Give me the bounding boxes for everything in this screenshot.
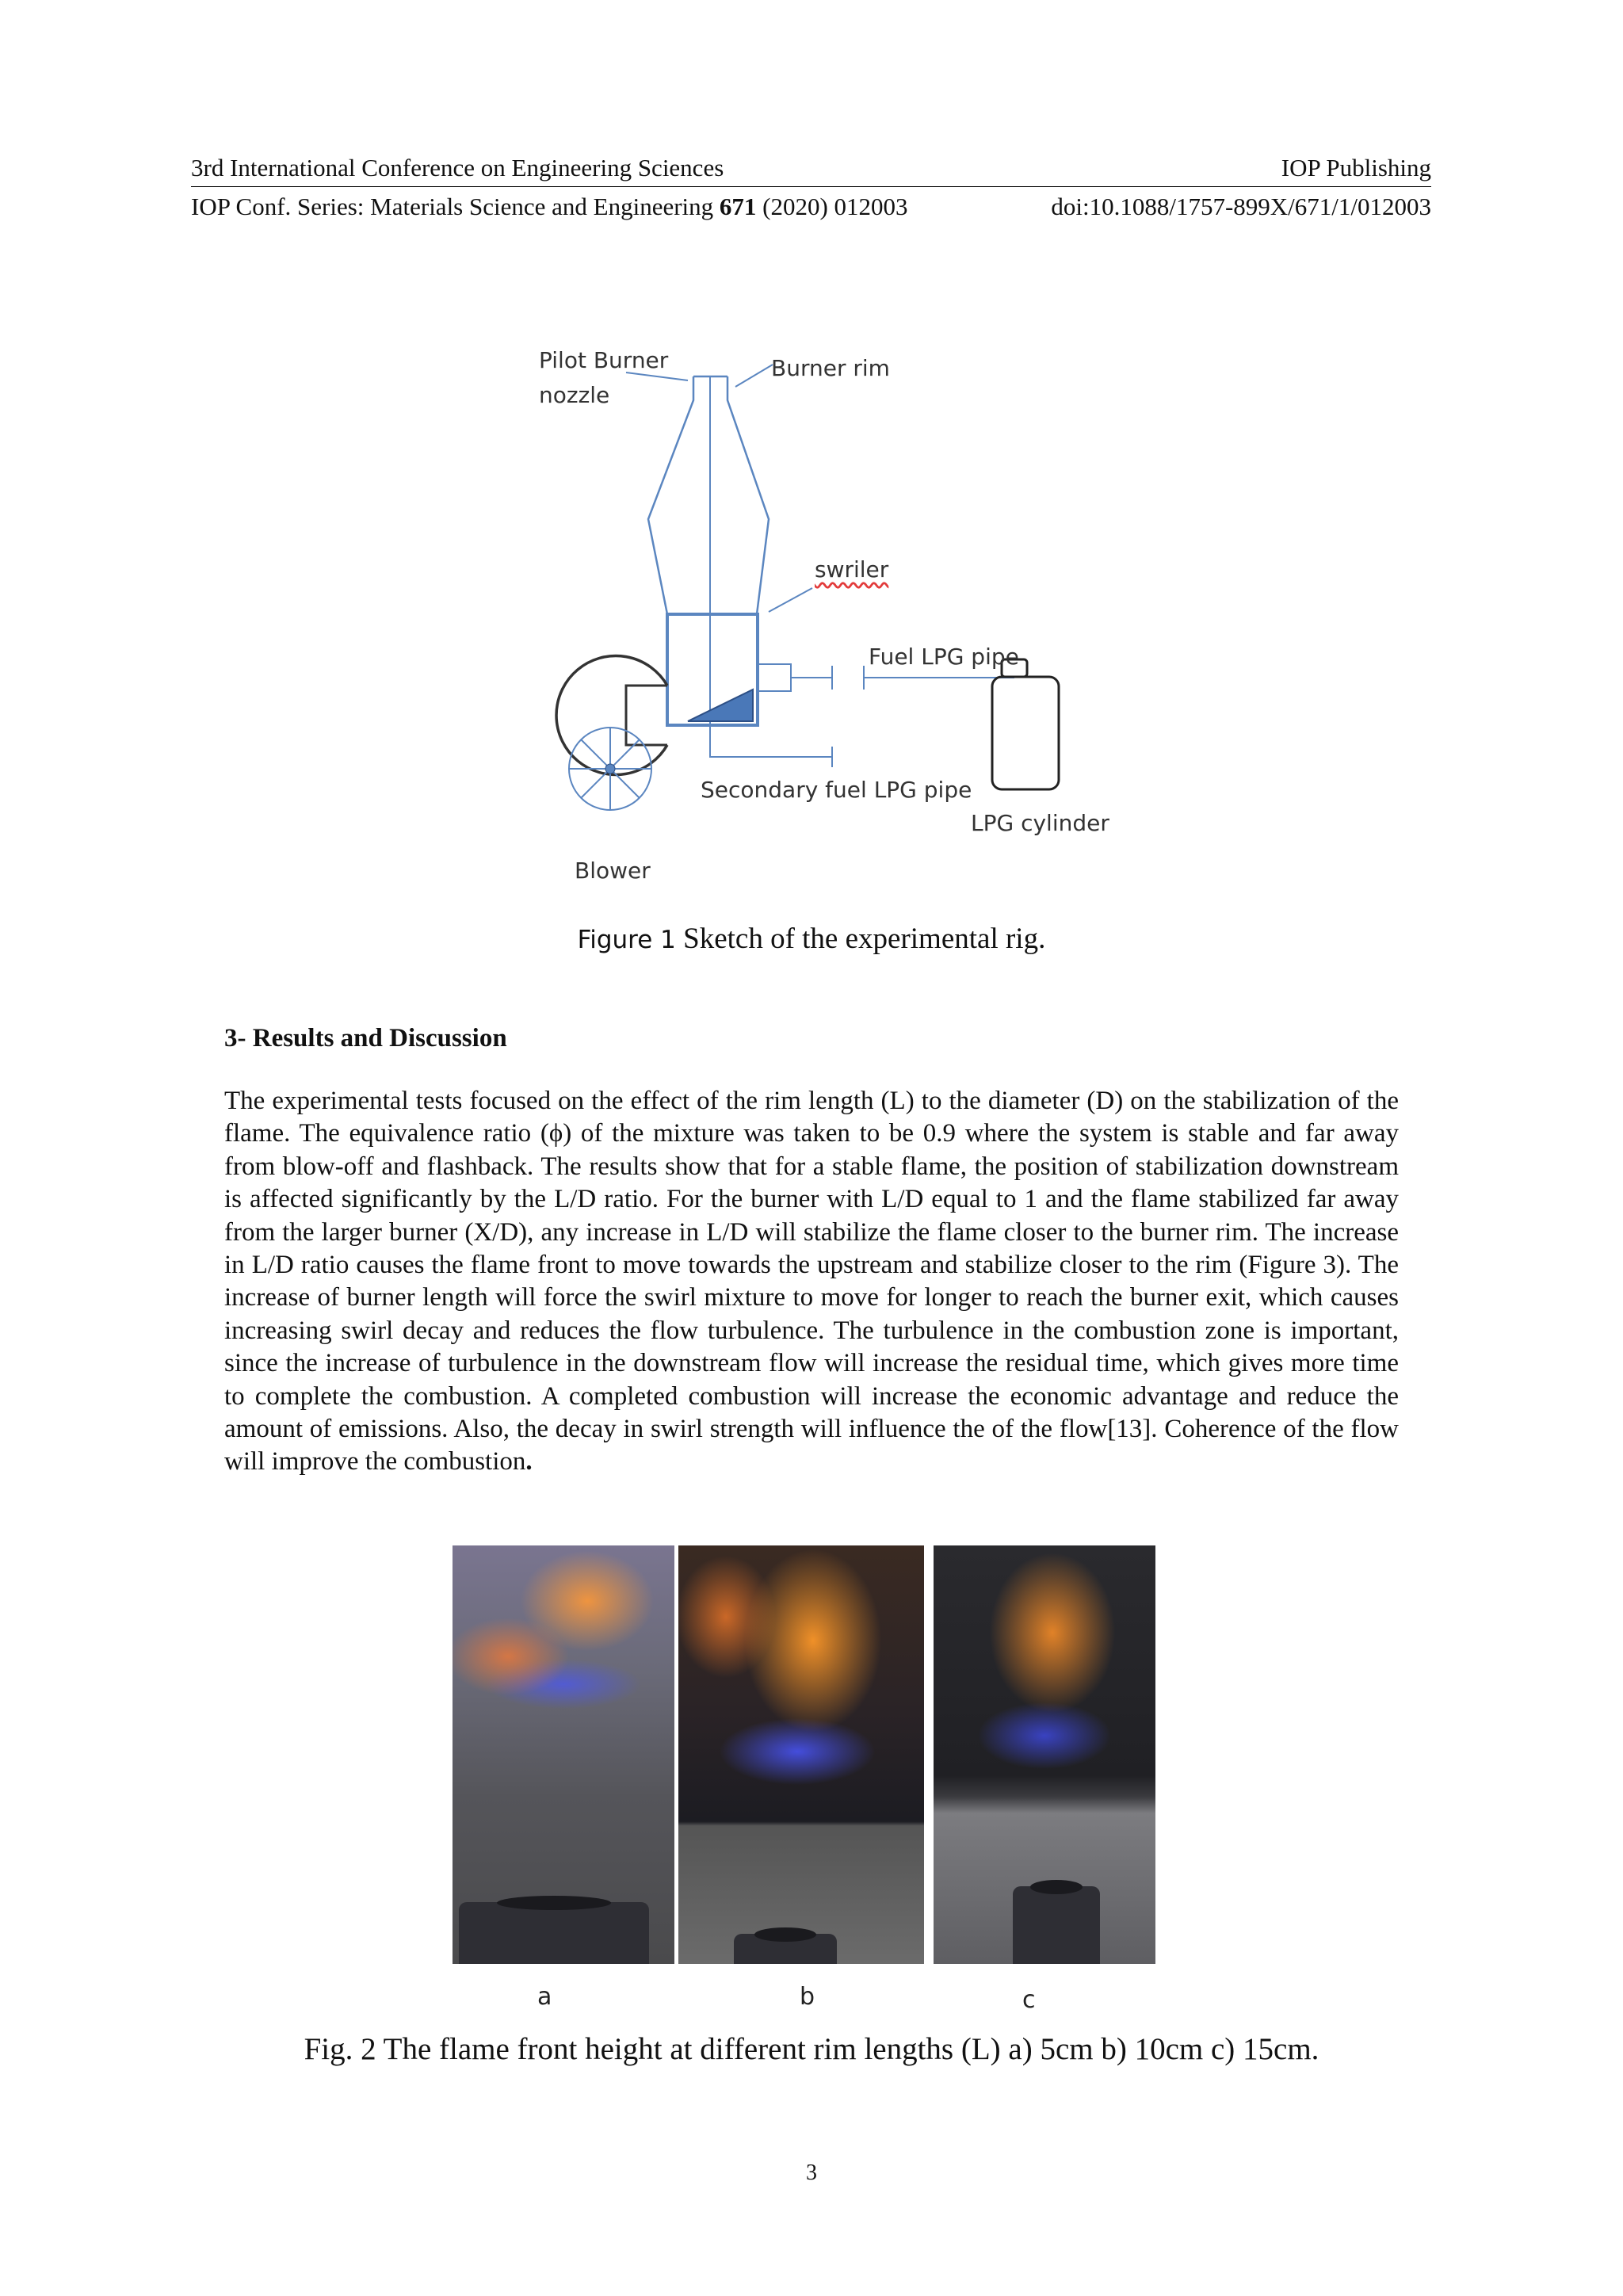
label-lpg-cylinder: LPG cylinder xyxy=(971,810,1109,836)
figure-1-caption xyxy=(0,922,1623,957)
figure-1-number: Figure 1 xyxy=(577,926,676,954)
swirler-arrow xyxy=(769,588,812,612)
burner-right-outline xyxy=(727,376,769,614)
rig-diagram xyxy=(531,333,1133,888)
lpg-cylinder-shape xyxy=(992,659,1059,789)
flame-photo-c xyxy=(934,1545,1155,1964)
swirler-vane xyxy=(688,690,753,721)
sublabel-c: c xyxy=(1022,1986,1036,2014)
label-burner-rim: Burner rim xyxy=(771,355,890,381)
label-blower: Blower xyxy=(575,858,651,884)
flame-photo-a xyxy=(453,1545,674,1964)
publisher-name: IOP Publishing xyxy=(1281,154,1431,181)
label-secondary-pipe: Secondary fuel LPG pipe xyxy=(701,777,972,803)
sublabel-a: a xyxy=(537,1983,552,2011)
series-citation xyxy=(191,192,908,222)
figure-2-caption: Fig. 2 The flame front height at different rim lengths (L) a) 5cm b) 10cm c) 15cm. xyxy=(304,2032,1319,2066)
label-swirler: swriler xyxy=(815,556,889,583)
fuel-inlet-box xyxy=(758,664,791,691)
figure-1-sketch xyxy=(531,333,1133,888)
series-prefix: IOP Conf. Series: Materials Science and Engineering xyxy=(191,193,720,220)
burner-a xyxy=(459,1902,649,1964)
volume-number: 671 xyxy=(719,193,757,220)
figure-1-caption-text: Sketch of the experimental rig. xyxy=(675,923,1046,955)
flame-photo-b xyxy=(678,1545,924,1964)
label-fuel-pipe: Fuel LPG pipe xyxy=(869,644,1019,670)
series-suffix: (2020) 012003 xyxy=(756,193,908,220)
blower-fan xyxy=(556,656,667,811)
doi-link[interactable]: doi:10.1088/1757-899X/671/1/012003 xyxy=(1051,193,1431,220)
rim-arrow xyxy=(735,365,773,387)
running-header xyxy=(191,153,1431,187)
label-nozzle: nozzle xyxy=(539,382,610,408)
sublabel-b: b xyxy=(800,1983,815,2011)
page-number: 3 xyxy=(806,2160,817,2185)
burner-b xyxy=(734,1934,837,1964)
burner-c xyxy=(1013,1886,1100,1964)
body-end-period: . xyxy=(525,1447,533,1477)
blower-duct xyxy=(626,686,667,745)
label-pilot-burner: Pilot Burner xyxy=(539,347,669,373)
conference-name: 3rd International Conference on Engineering Sciences xyxy=(191,154,724,181)
burner-left-outline xyxy=(648,376,693,614)
body-paragraph xyxy=(224,1085,1399,1479)
section-heading: 3- Results and Discussion xyxy=(224,1024,507,1052)
secondary-pipe xyxy=(710,745,832,757)
body-text: The experimental tests focused on the effect of the rim length (L) to the diameter (D) on the stabilization of the flame. The equivalence ratio (ϕ) of the mixture was taken to be 0.9 where the system is stable and far away from blow-off and flashback. The results show that for a stable flame, the position of stabilization downstream is affected significantly by the L/D ratio. For the burner with L/D equal to 1 and the flame stabilized far away from the larger burner (X/D), any increase in L/D will stabilize the flame closer to the burner rim. The increase in L/D ratio causes the flame front to move towards the upstream and stabilize closer to the rim (Figure 3). The increase of burner length will force the swirl mixture to move for longer to reach the burner exit, which causes increasing swirl decay and reduces the flow turbulence. The turbulence in the combustion zone is important, since the increase of turbulence in the downstream flow will increase the residual time, which gives more time to complete the combustion. A completed combustion will increase the economic advantage and reduce the amount of emissions. Also, the decay in swirl strength will influence the of the flow[13]. Coherence of the flow will improve the combustion xyxy=(224,1087,1399,1477)
